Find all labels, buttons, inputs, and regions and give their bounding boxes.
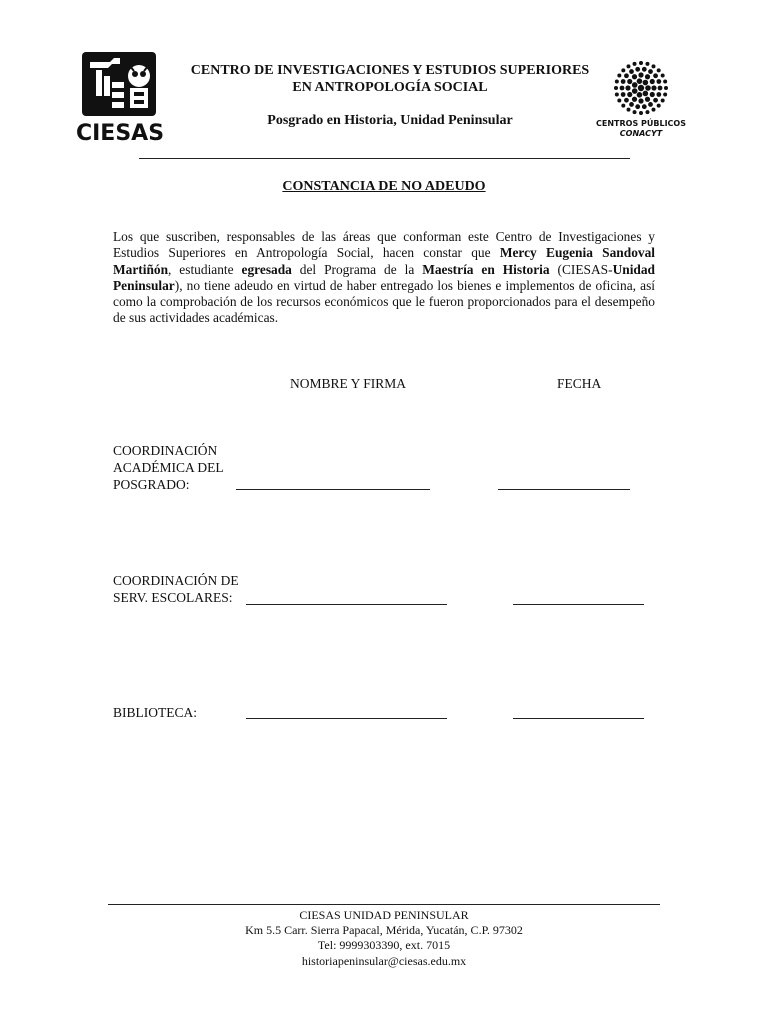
conacyt-emblem-dot <box>624 73 629 78</box>
conacyt-emblem-dot <box>632 97 637 102</box>
conacyt-emblem-dot <box>653 98 658 103</box>
body-part-3: del Programa de la <box>291 261 423 277</box>
conacyt-emblem-dot <box>615 92 619 96</box>
conacyt-emblem-dot <box>656 79 661 84</box>
conacyt-emblem-dot <box>627 108 631 112</box>
conacyt-emblem-dot <box>657 104 661 108</box>
conacyt-emblem-dot <box>638 72 643 77</box>
conacyt-emblem-dot <box>637 78 643 84</box>
conacyt-emblem-dot <box>621 92 626 97</box>
conacyt-emblem-dot <box>632 82 638 88</box>
conacyt-emblem-dot <box>627 79 632 84</box>
column-header-name-signature: NOMBRE Y FIRMA <box>290 376 407 391</box>
conacyt-emblem-dot <box>645 62 649 66</box>
conacyt-emblem-dot <box>633 62 637 66</box>
conacyt-emblem-dot <box>621 104 625 108</box>
conacyt-emblem-dot <box>661 99 665 103</box>
institution-line-2: EN ANTROPOLOGÍA SOCIAL <box>292 80 488 95</box>
conacyt-emblem-dot <box>656 92 661 97</box>
document-title: CONSTANCIA DE NO ADEUDO <box>282 179 486 194</box>
footer <box>150 908 618 969</box>
footer-phone: Tel: 9999303390, ext. 7015 <box>317 938 451 953</box>
conacyt-emblem-dot <box>643 80 649 86</box>
date-line-academic <box>498 489 630 490</box>
signature-line-school <box>246 604 447 605</box>
label-school-services <box>113 572 239 606</box>
conacyt-emblem-dot <box>645 110 649 114</box>
conacyt-emblem-dot <box>663 92 667 96</box>
ciesas-logo <box>75 52 165 146</box>
header-divider <box>139 158 630 159</box>
conacyt-emblem-dot <box>643 91 649 97</box>
conacyt-emblem-dot <box>621 68 625 72</box>
column-header-date: FECHA <box>557 376 602 391</box>
conacyt-emblem-dot <box>652 108 656 112</box>
conacyt-emblem-dot <box>651 85 656 90</box>
conacyt-emblem-dot <box>657 68 661 72</box>
conacyt-emblem-dot <box>648 69 653 74</box>
conacyt-emblem-dot <box>615 80 619 84</box>
footer-address: Km 5.5 Carr. Sierra Papacal, Mérida, Yucatán, C.P. 97302 <box>245 923 523 938</box>
unit-name: Unidad Peninsular <box>113 261 656 293</box>
certification-paragraph <box>113 229 655 327</box>
conacyt-emblem-dot <box>614 86 618 90</box>
label-academic-line-2: ACADÉMICA DEL <box>113 460 224 475</box>
label-academic-coordination <box>113 442 224 493</box>
student-status: egresada <box>241 261 292 277</box>
footer-email: historiapeninsular@ciesas.edu.mx <box>301 953 467 968</box>
conacyt-emblem-dot <box>645 97 650 102</box>
conacyt-emblem-dot <box>629 102 634 107</box>
conacyt-emblem-dot <box>650 79 655 84</box>
conacyt-emblem-dot <box>639 61 643 65</box>
conacyt-emblem-dot <box>633 110 637 114</box>
footer-divider <box>108 904 660 905</box>
conacyt-emblem-dot <box>658 86 663 91</box>
program-name: Posgrado en Historia, Unidad Peninsular <box>267 113 513 128</box>
conacyt-emblem-dot <box>652 64 656 68</box>
conacyt-emblem-dot <box>632 74 637 79</box>
conacyt-emblem-dot <box>637 92 643 98</box>
body-part-4: (CIESAS- <box>549 261 613 277</box>
conacyt-emblem-dot <box>653 73 658 78</box>
conacyt-logo-line2: CONACYT <box>619 129 663 138</box>
conacyt-emblem-dot <box>639 111 643 115</box>
footer-unit: CIESAS UNIDAD PENINSULAR <box>299 908 469 922</box>
body-part-1: Los que suscriben, responsables de las áreas que conforman este Centro de Investigaciones y Estudios Superiores en Antropología Social, hacen constar que <box>113 229 655 261</box>
conacyt-emblem-dot <box>645 74 650 79</box>
conacyt-logo-line1: CENTROS PÚBLICOS <box>596 119 686 128</box>
conacyt-emblem-dot <box>617 74 621 78</box>
date-line-school <box>513 604 644 605</box>
conacyt-emblem-dot <box>629 69 634 74</box>
signature-line-academic <box>236 489 430 490</box>
label-academic-line-3: POSGRADO: <box>113 477 190 492</box>
institution-name <box>170 62 610 96</box>
conacyt-emblem-dot <box>650 92 655 97</box>
conacyt-emblem-dot <box>661 74 665 78</box>
label-library: BIBLIOTECA: <box>113 705 197 720</box>
student-name: Mercy Eugenia Sandoval Martiñón <box>113 245 655 277</box>
conacyt-emblem-dot <box>642 104 647 109</box>
conacyt-emblem-dot <box>625 85 630 90</box>
label-school-line-1: COORDINACIÓN DE <box>113 573 239 588</box>
conacyt-emblem-dot <box>635 67 640 72</box>
conacyt-emblem-dot <box>621 79 626 84</box>
conacyt-emblem-dot <box>620 86 625 91</box>
conacyt-emblem-dot <box>664 86 668 90</box>
conacyt-emblem-dot <box>635 104 640 109</box>
ciesas-logo-text: CIESAS <box>75 121 165 146</box>
conacyt-emblem-dot <box>638 85 644 91</box>
institution-line-1: CENTRO DE INVESTIGACIONES Y ESTUDIOS SUPERIORES <box>190 63 590 78</box>
conacyt-emblem-dot <box>627 92 632 97</box>
date-line-library <box>513 718 644 719</box>
conacyt-emblem-dot <box>638 98 643 103</box>
conacyt-emblem-dot <box>645 85 651 91</box>
conacyt-emblem-dot <box>642 67 647 72</box>
conacyt-emblem-dot <box>632 88 638 94</box>
label-school-line-2: SERV. ESCOLARES: <box>113 590 233 605</box>
program-title: Maestría en Historia <box>422 261 550 277</box>
body-part-5: ), no tiene adeudo en virtud de haber entregado los bienes e implementos de oficina, así como la comprobación de los recursos económicos que le fueron proporcionados para el desempeño de sus actividades académicas. <box>113 277 655 326</box>
conacyt-emblem-dot <box>627 64 631 68</box>
signature-line-library <box>246 718 447 719</box>
conacyt-emblem-dot <box>617 99 621 103</box>
label-academic-line-1: COORDINACIÓN <box>113 443 218 458</box>
body-part-2: , estudiante <box>168 261 242 277</box>
conacyt-emblem-dot <box>624 98 629 103</box>
conacyt-emblem-dot <box>663 80 667 84</box>
conacyt-emblem-dot <box>648 102 653 107</box>
